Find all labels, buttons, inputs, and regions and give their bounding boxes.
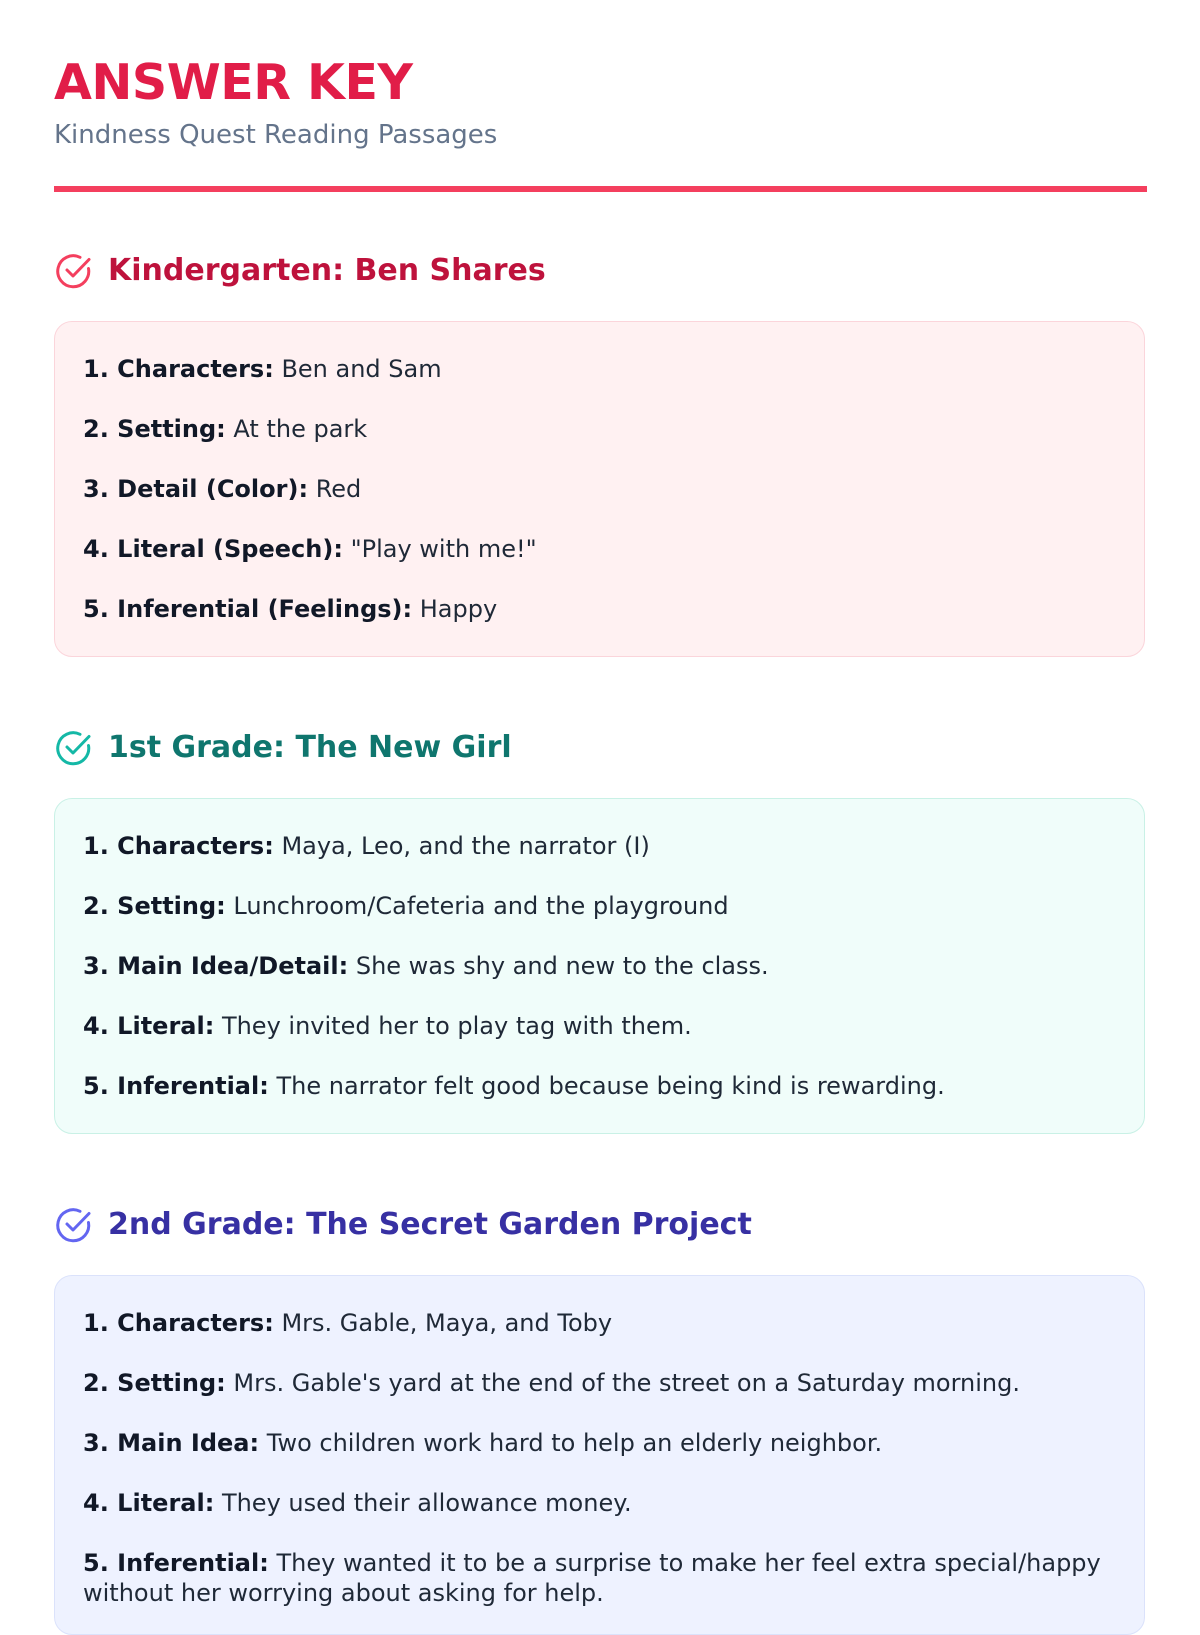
- section-heading-kindergarten: [54, 249, 546, 293]
- answer-card-kindergarten: [54, 321, 1145, 657]
- answer-label: 2. Setting:: [83, 415, 226, 443]
- section-title: Kindergarten: Ben Shares: [108, 253, 546, 288]
- section-title: 1st Grade: The New Girl: [108, 730, 512, 765]
- answer-text: At the park: [233, 415, 368, 443]
- check-circle-icon: [54, 728, 94, 768]
- answer-item: [83, 1428, 1124, 1458]
- answer-item: [83, 1488, 1124, 1518]
- answer-text: Ben and Sam: [281, 355, 442, 383]
- answer-label: 5. Inferential (Feelings):: [83, 595, 413, 623]
- answer-text: Happy: [419, 595, 498, 623]
- section-heading-1st-grade: [54, 726, 512, 770]
- answer-item: [83, 951, 1124, 981]
- page-title: ANSWER KEY: [54, 54, 413, 111]
- answer-label: 2. Setting:: [83, 892, 226, 920]
- answer-text: They invited her to play tag with them.: [221, 1012, 692, 1040]
- answer-text: She was shy and new to the class.: [355, 952, 769, 980]
- answer-label: 5. Inferential:: [83, 1549, 269, 1577]
- answer-text: Two children work hard to help an elderly neighbor.: [266, 1429, 883, 1457]
- answer-text: They wanted it to be a surprise to make her feel extra special/happy without her worrying about asking for help.: [83, 1549, 1101, 1607]
- answer-item: [83, 594, 1124, 624]
- answer-label: 4. Literal:: [83, 1012, 215, 1040]
- answer-card-1st-grade: [54, 798, 1145, 1134]
- answer-text: "Play with me!": [350, 535, 537, 563]
- answer-text: The narrator felt good because being kind is rewarding.: [276, 1072, 945, 1100]
- check-circle-icon: [54, 1205, 94, 1245]
- header-divider: [54, 186, 1147, 192]
- answer-item: [83, 1548, 1124, 1608]
- answer-label: 4. Literal:: [83, 1489, 215, 1517]
- answer-item: [83, 831, 1124, 861]
- section-heading-2nd-grade: [54, 1203, 752, 1247]
- answer-item: [83, 474, 1124, 504]
- page-subtitle: Kindness Quest Reading Passages: [54, 120, 498, 150]
- answer-label: 1. Characters:: [83, 355, 274, 383]
- section-title: 2nd Grade: The Secret Garden Project: [108, 1207, 752, 1242]
- answer-item: [83, 354, 1124, 384]
- answer-item: [83, 891, 1124, 921]
- answer-label: 4. Literal (Speech):: [83, 535, 343, 563]
- answer-item: [83, 1368, 1124, 1398]
- answer-label: 5. Inferential:: [83, 1072, 269, 1100]
- answer-label: 2. Setting:: [83, 1369, 226, 1397]
- answer-item: [83, 534, 1124, 564]
- answer-text: They used their allowance money.: [221, 1489, 632, 1517]
- answer-label: 3. Detail (Color):: [83, 475, 309, 503]
- answer-text: Red: [315, 475, 362, 503]
- answer-item: [83, 1308, 1124, 1338]
- answer-card-2nd-grade: [54, 1275, 1145, 1635]
- answer-label: 1. Characters:: [83, 1309, 274, 1337]
- answer-item: [83, 414, 1124, 444]
- check-circle-icon: [54, 251, 94, 291]
- answer-label: 3. Main Idea:: [83, 1429, 260, 1457]
- answer-text: Mrs. Gable's yard at the end of the street on a Saturday morning.: [233, 1369, 1020, 1397]
- answer-label: 1. Characters:: [83, 832, 274, 860]
- answer-text: Lunchroom/Cafeteria and the playground: [233, 892, 729, 920]
- answer-item: [83, 1071, 1124, 1101]
- answer-text: Maya, Leo, and the narrator (I): [281, 832, 650, 860]
- answer-item: [83, 1011, 1124, 1041]
- answer-label: 3. Main Idea/Detail:: [83, 952, 349, 980]
- answer-text: Mrs. Gable, Maya, and Toby: [281, 1309, 613, 1337]
